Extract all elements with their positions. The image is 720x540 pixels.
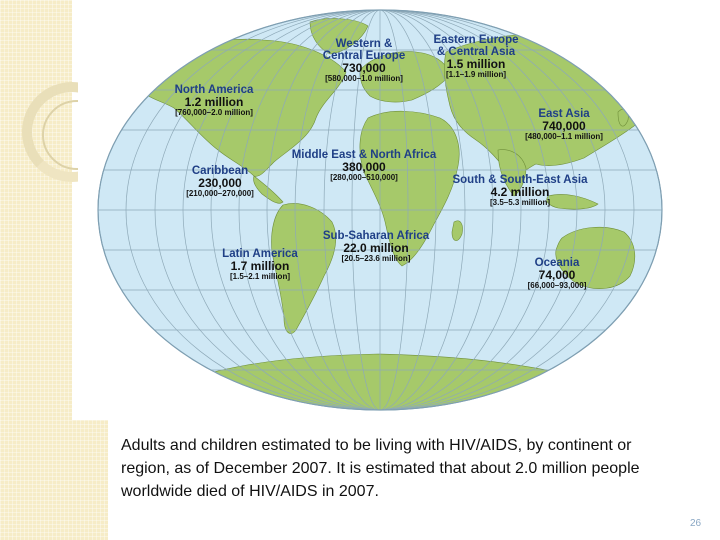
world-map <box>78 0 710 420</box>
label-oceania: Oceania 74,000 [66,000–93,000] <box>527 257 587 290</box>
decorative-side-panel-lower <box>0 420 108 540</box>
label-eastern-europe-central-asia: Eastern Europe & Central Asia 1.5 million [1.1–1.9 million] <box>433 34 519 79</box>
land-new-zealand <box>648 285 657 303</box>
map-caption: Adults and children estimated to be living with HIV/AIDS, by continent or region, as of December 2007. It is estimated that about 2.0 million people worldwide died of HIV/AIDS in 2007. <box>121 437 640 500</box>
label-western-central-europe: Western & Central Europe 730,000 [580,000–1.0 million] <box>322 38 406 83</box>
page-number: 26 <box>690 518 702 529</box>
label-north-america: North America 1.2 million [760,000–2.0 million] <box>174 84 254 117</box>
label-latin-america: Latin America 1.7 million [1.5–2.1 million] <box>222 248 298 281</box>
label-sub-saharan-africa: Sub-Saharan Africa 22.0 million [20.5–23.6 million] <box>322 230 430 263</box>
label-south-southeast-asia: South & South-East Asia 4.2 million [3.5–5.3 million] <box>452 174 588 207</box>
label-caribbean: Caribbean 230,000 [210,000–270,000] <box>186 165 254 198</box>
label-middle-east-north-africa: Middle East & North Africa 380,000 [280,000–510,000] <box>291 149 437 182</box>
label-east-asia: East Asia 740,000 [480,000–1.1 million] <box>525 108 603 141</box>
